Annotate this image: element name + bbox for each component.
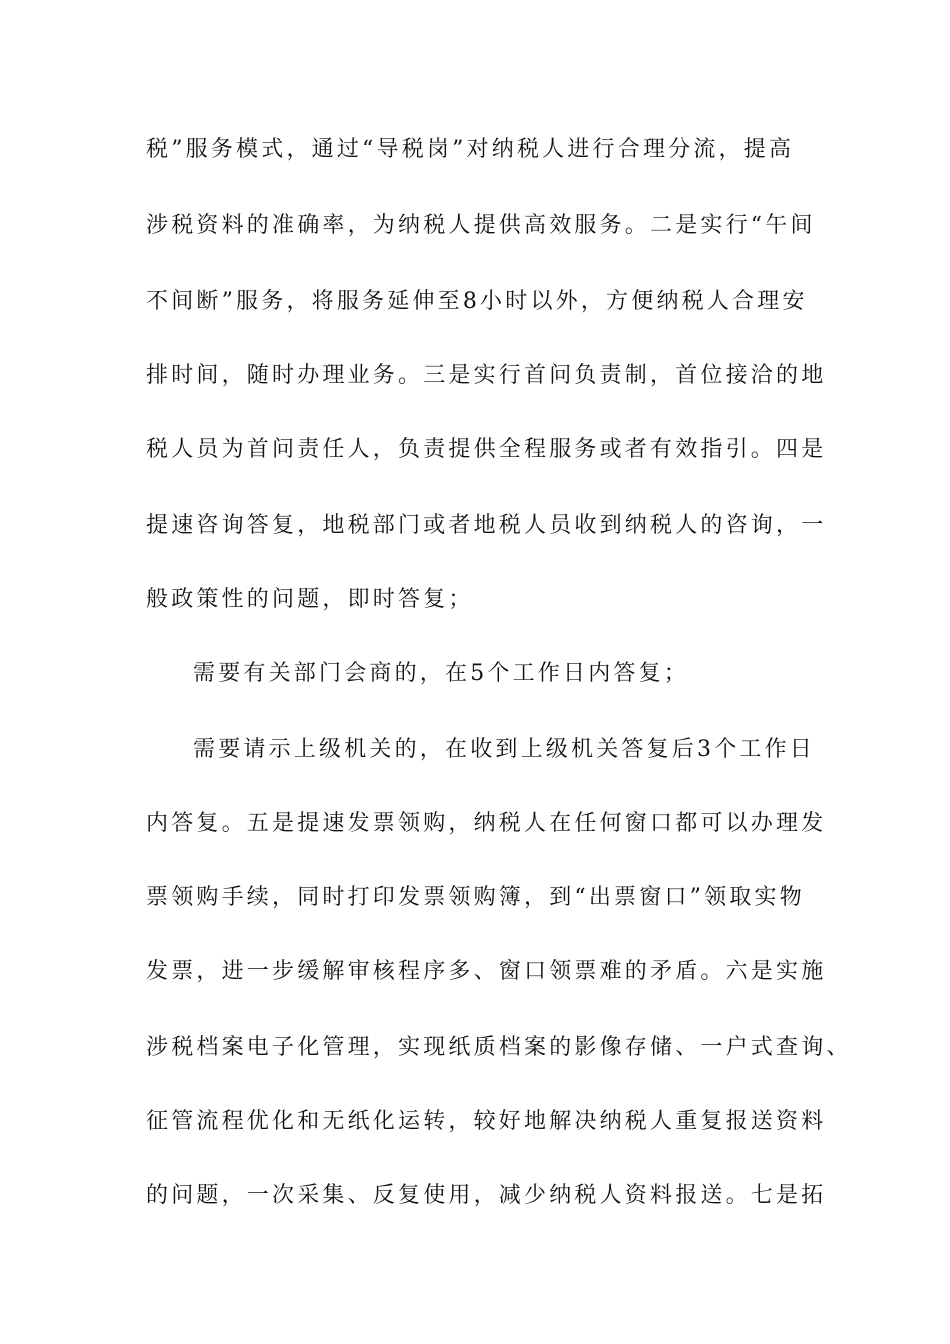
text-line: 票领购手续，同时打印发票领购簿，到“出票窗口”领取实物 (146, 885, 805, 910)
text-line: 涉税档案电子化管理，实现纸质档案的影像存储、一户式查询、 (146, 1035, 852, 1060)
text-line: 内答复。五是提速发票领购，纳税人在任何窗口都可以办理发 (146, 811, 827, 836)
text-line: 般政策性的问题，即时答复； (146, 587, 474, 612)
text-line: 的问题，一次采集、反复使用，减少纳税人资料报送。七是拓 (146, 1183, 827, 1208)
text-line: 不间断”服务，将服务延伸至8小时以外，方便纳税人合理安 (146, 289, 808, 314)
text-line: 税人员为首问责任人，负责提供全程服务或者有效指引。四是 (146, 437, 827, 462)
paragraph-line: 需要有关部门会商的，在5个工作日内答复； (193, 661, 689, 686)
text-line: 发票，进一步缓解审核程序多、窗口领票难的矛盾。六是实施 (146, 959, 827, 984)
text-line: 提速咨询答复，地税部门或者地税人员收到纳税人的咨询，一 (146, 513, 827, 538)
text-line: 涉税资料的准确率，为纳税人提供高效服务。二是实行“午间 (146, 213, 816, 238)
paragraph-line: 需要请示上级机关的，在收到上级机关答复后3个工作日 (193, 737, 815, 762)
text-line: 排时间，随时办理业务。三是实行首问负责制，首位接洽的地 (146, 363, 827, 388)
text-line: 税”服务模式，通过“导税岗”对纳税人进行合理分流，提高 (146, 137, 795, 162)
text-line: 征管流程优化和无纸化运转，较好地解决纳税人重复报送资料 (146, 1109, 827, 1134)
